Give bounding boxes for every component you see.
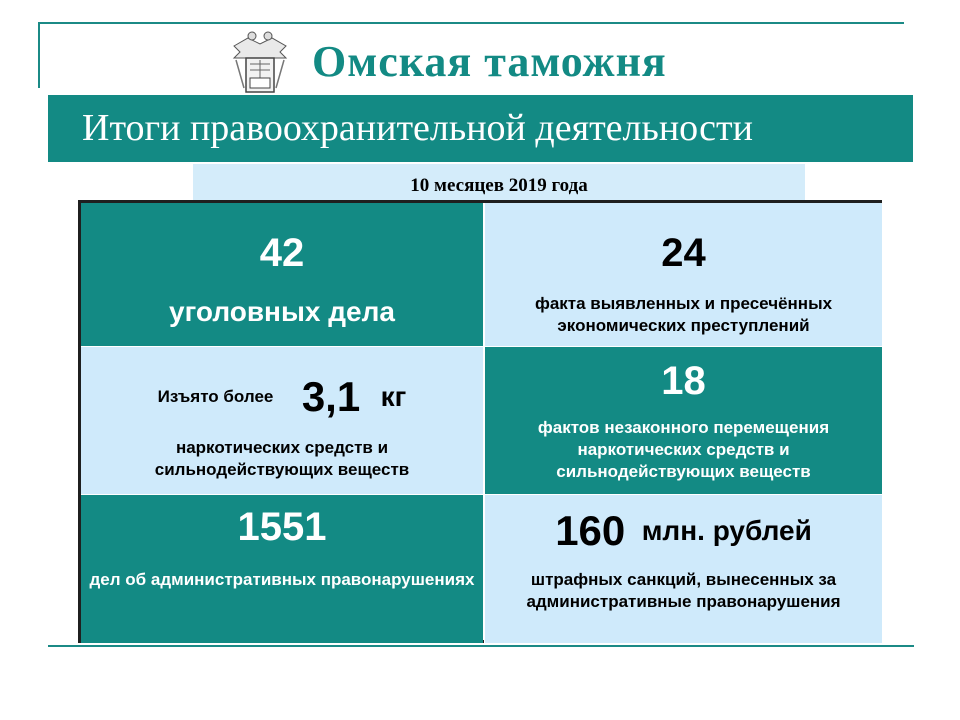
stat-value: 3,1: [301, 373, 361, 420]
banner-title: Итоги правоохранительной деятельности: [48, 95, 913, 162]
stat-value: 18: [661, 359, 706, 403]
stat-label: штрафных санкций, вынесенных за административные правонарушения: [526, 570, 841, 611]
stat-value: 1551: [237, 505, 327, 549]
stat-unit: кг: [380, 381, 407, 412]
stat-seized-drugs: [81, 346, 483, 494]
stat-admin-cases: [81, 494, 483, 643]
stat-label: фактов незаконного перемещения наркотических средств и сильнодействующих веществ: [537, 418, 830, 481]
stat-economic-crimes: [484, 203, 882, 346]
stat-label: дел об административных правонарушениях: [89, 570, 475, 589]
stat-unit: млн. рублей: [641, 515, 812, 546]
organization-title: Омская таможня: [312, 37, 667, 86]
customs-emblem-icon: [228, 28, 292, 100]
stat-criminal-cases: [81, 203, 483, 346]
stat-label: наркотических средств и сильнодействующих веществ: [154, 438, 410, 479]
stat-drug-trafficking: [484, 346, 882, 494]
stats-grid: [78, 200, 882, 643]
bottom-rule: [48, 645, 914, 647]
stat-value: 24: [661, 231, 706, 275]
stat-value: 160: [555, 507, 626, 554]
period-label: 10 месяцев 2019 года: [193, 164, 805, 200]
stat-label: факта выявленных и пресечённых экономических преступлений: [534, 294, 833, 335]
stat-label: уголовных дела: [169, 296, 395, 327]
stat-fines: [484, 494, 882, 643]
left-rule: [38, 22, 40, 88]
stat-prefix: Изъято более: [157, 387, 274, 406]
stat-value: 42: [259, 231, 305, 275]
top-rule: [38, 22, 904, 24]
